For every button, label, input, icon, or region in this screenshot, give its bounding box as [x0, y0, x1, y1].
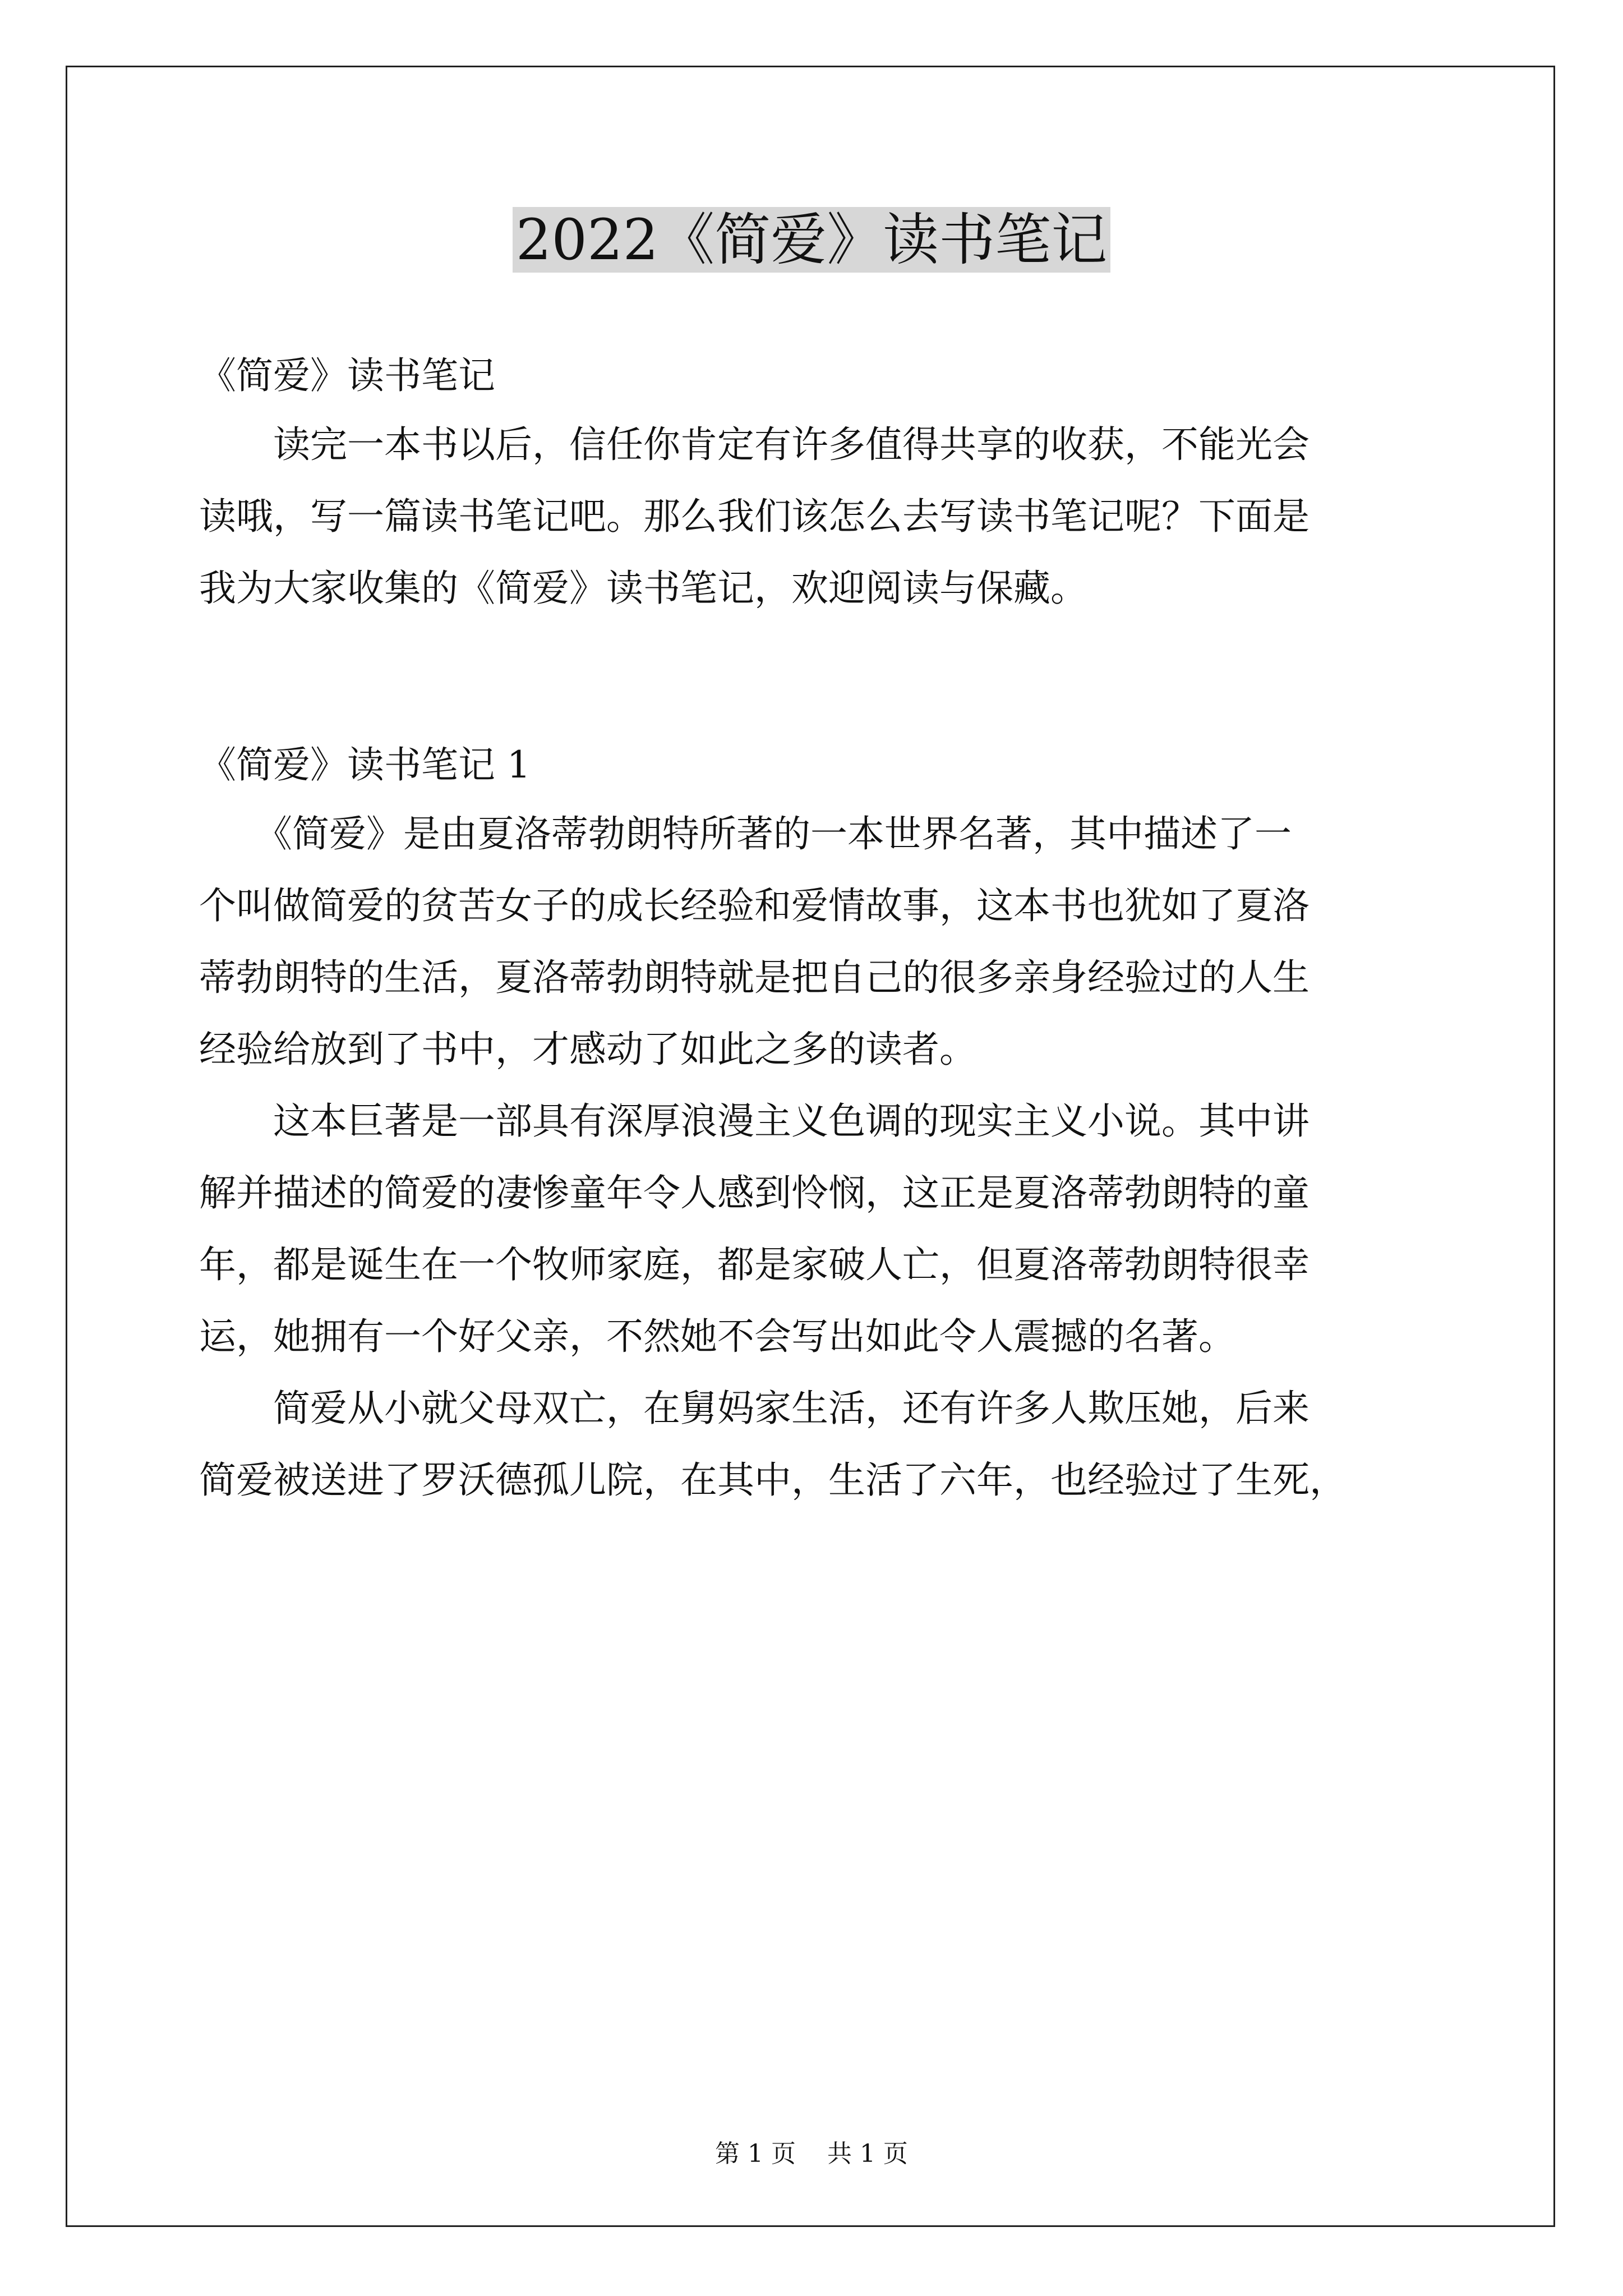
- paragraph: [199, 1373, 1433, 1516]
- text-line: 读完一本书以后，信任你肯定有许多值得共享的收获，不能光会: [273, 423, 1310, 466]
- paragraph: [199, 1085, 1433, 1373]
- section-heading: 《简爱》读书笔记 1: [199, 743, 531, 786]
- paragraph: [199, 798, 1433, 1085]
- text-line: 我为大家收集的《简爱》读书笔记，欢迎阅读与保藏。: [199, 567, 1087, 610]
- document-body: [199, 345, 1433, 1516]
- text-line: 解并描述的简爱的凄惨童年令人感到怜悯，这正是夏洛蒂勃朗特的童: [199, 1171, 1310, 1214]
- text-line: 蒂勃朗特的生活，夏洛蒂勃朗特就是把自己的很多亲身经验过的人生: [199, 956, 1310, 999]
- text-line: 简爱从小就父母双亡，在舅妈家生活，还有许多人欺压她，后来: [273, 1387, 1310, 1430]
- page-footer: 第 1 页 共 1 页: [715, 2139, 908, 2168]
- text-line: 读哦，写一篇读书笔记吧。那么我们该怎么去写读书笔记呢？下面是: [199, 495, 1310, 538]
- document-title: [0, 201, 1623, 279]
- text-line: 《简爱》是由夏洛蒂勃朗特所著的一本世界名著，其中描述了一: [255, 812, 1292, 855]
- intro-heading: 《简爱》读书笔记: [199, 354, 495, 397]
- text-line: 运，她拥有一个好父亲，不然她不会写出如此令人震撼的名著。: [199, 1315, 1235, 1358]
- text-line: 这本巨著是一部具有深厚浪漫主义色调的现实主义小说。其中讲: [273, 1099, 1310, 1143]
- document-title-text: 2022《简爱》读书笔记: [513, 207, 1111, 273]
- intro-paragraph: [199, 409, 1433, 624]
- text-line: 简爱被送进了罗沃德孤儿院，在其中，生活了六年，也经验过了生死，: [199, 1458, 1347, 1502]
- text-line: 年，都是诞生在一个牧师家庭，都是家破人亡，但夏洛蒂勃朗特很幸: [199, 1243, 1310, 1286]
- text-line: 经验给放到了书中，才感动了如此之多的读者。: [199, 1028, 976, 1071]
- text-line: 个叫做简爱的贫苦女子的成长经验和爱情故事，这本书也犹如了夏洛: [199, 884, 1310, 927]
